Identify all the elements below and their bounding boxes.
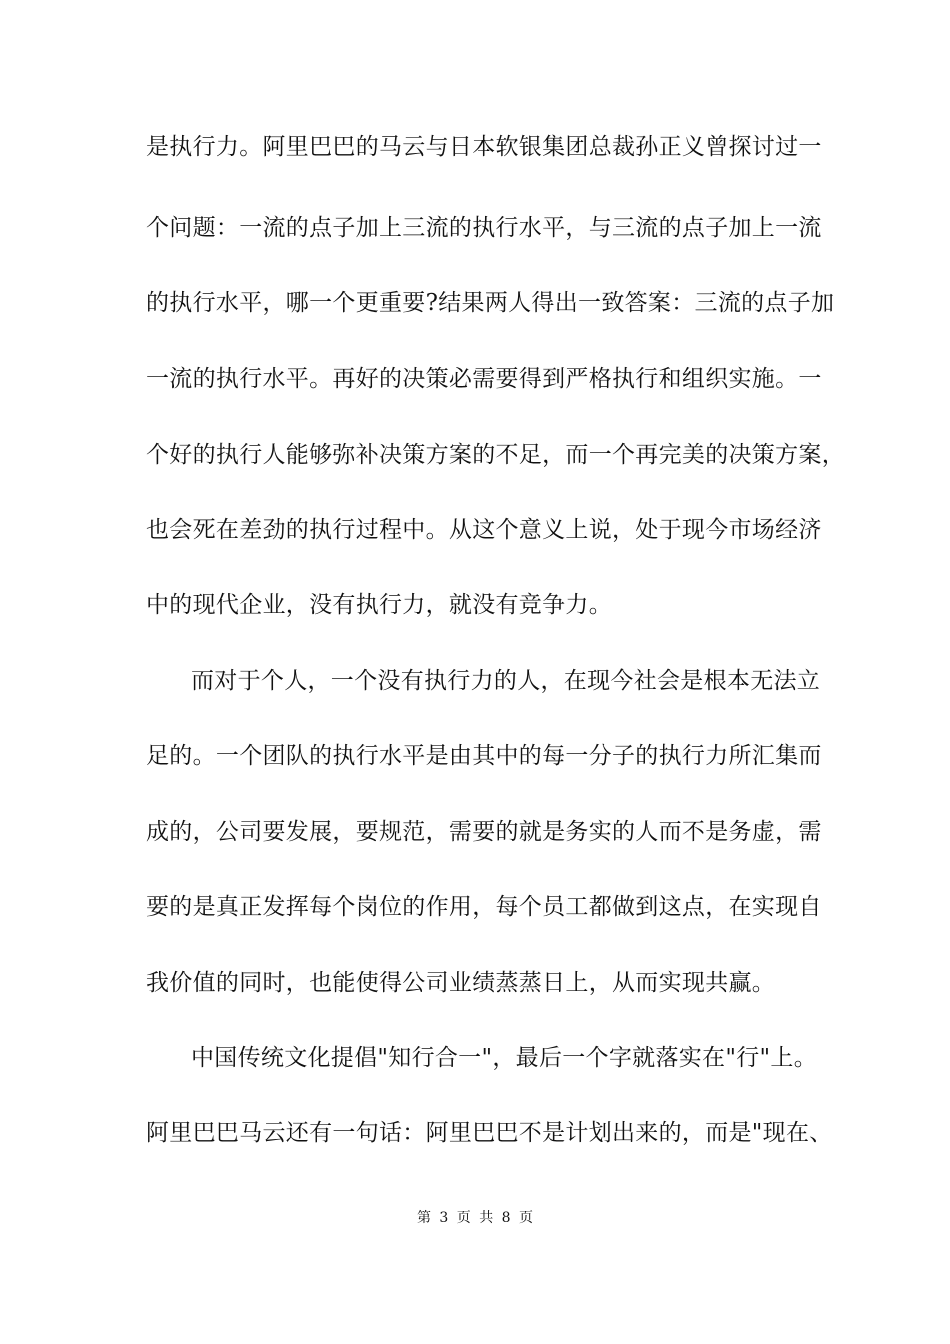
- paragraph-first-line: 中国传统文化提倡"知行合一"，最后一个字就落实在"行"上。: [191, 1045, 818, 1071]
- text-line: 也会死在差劲的执行过程中。从这个意义上说，处于现今市场经济: [146, 517, 822, 543]
- paragraph-first-line: 而对于个人，一个没有执行力的人，在现今社会是根本无法立: [191, 668, 821, 694]
- footer-total-suffix: 页: [519, 1210, 534, 1226]
- text-line: 个问题：一流的点子加上三流的执行水平，与三流的点子加上一流: [146, 215, 822, 241]
- text-line: 是执行力。阿里巴巴的马云与日本软银集团总裁孙正义曾探讨过一: [146, 134, 822, 160]
- text-line: 我价值的同时，也能使得公司业绩蒸蒸日上，从而实现共赢。: [146, 970, 776, 996]
- text-line: 阿里巴巴马云还有一句话：阿里巴巴不是计划出来的，而是"现在、: [146, 1120, 833, 1146]
- text-line: 足的。一个团队的执行水平是由其中的每一分子的执行力所汇集而: [146, 743, 822, 769]
- text-line: 要的是真正发挥每个岗位的作用，每个员工都做到这点，在实现自: [146, 894, 822, 920]
- text-line: 中的现代企业，没有执行力，就没有竞争力。: [146, 592, 612, 618]
- footer-prefix: 第: [416, 1210, 431, 1226]
- footer-page-label: 页: [456, 1210, 471, 1226]
- total-pages-number: 8: [501, 1210, 511, 1226]
- page-footer: [0, 1208, 950, 1228]
- footer-total-prefix: 共: [479, 1210, 494, 1226]
- text-line: 个好的执行人能够弥补决策方案的不足，而一个再完美的决策方案，: [146, 442, 845, 468]
- text-line: 的执行水平，哪一个更重要?结果两人得出一致答案：三流的点子加: [146, 290, 835, 316]
- text-line: 成的，公司要发展，要规范，需要的就是务实的人而不是务虚，需: [146, 819, 822, 845]
- current-page-number: 3: [439, 1210, 449, 1226]
- text-line: 一流的执行水平。再好的决策必需要得到严格执行和组织实施。一: [146, 366, 822, 392]
